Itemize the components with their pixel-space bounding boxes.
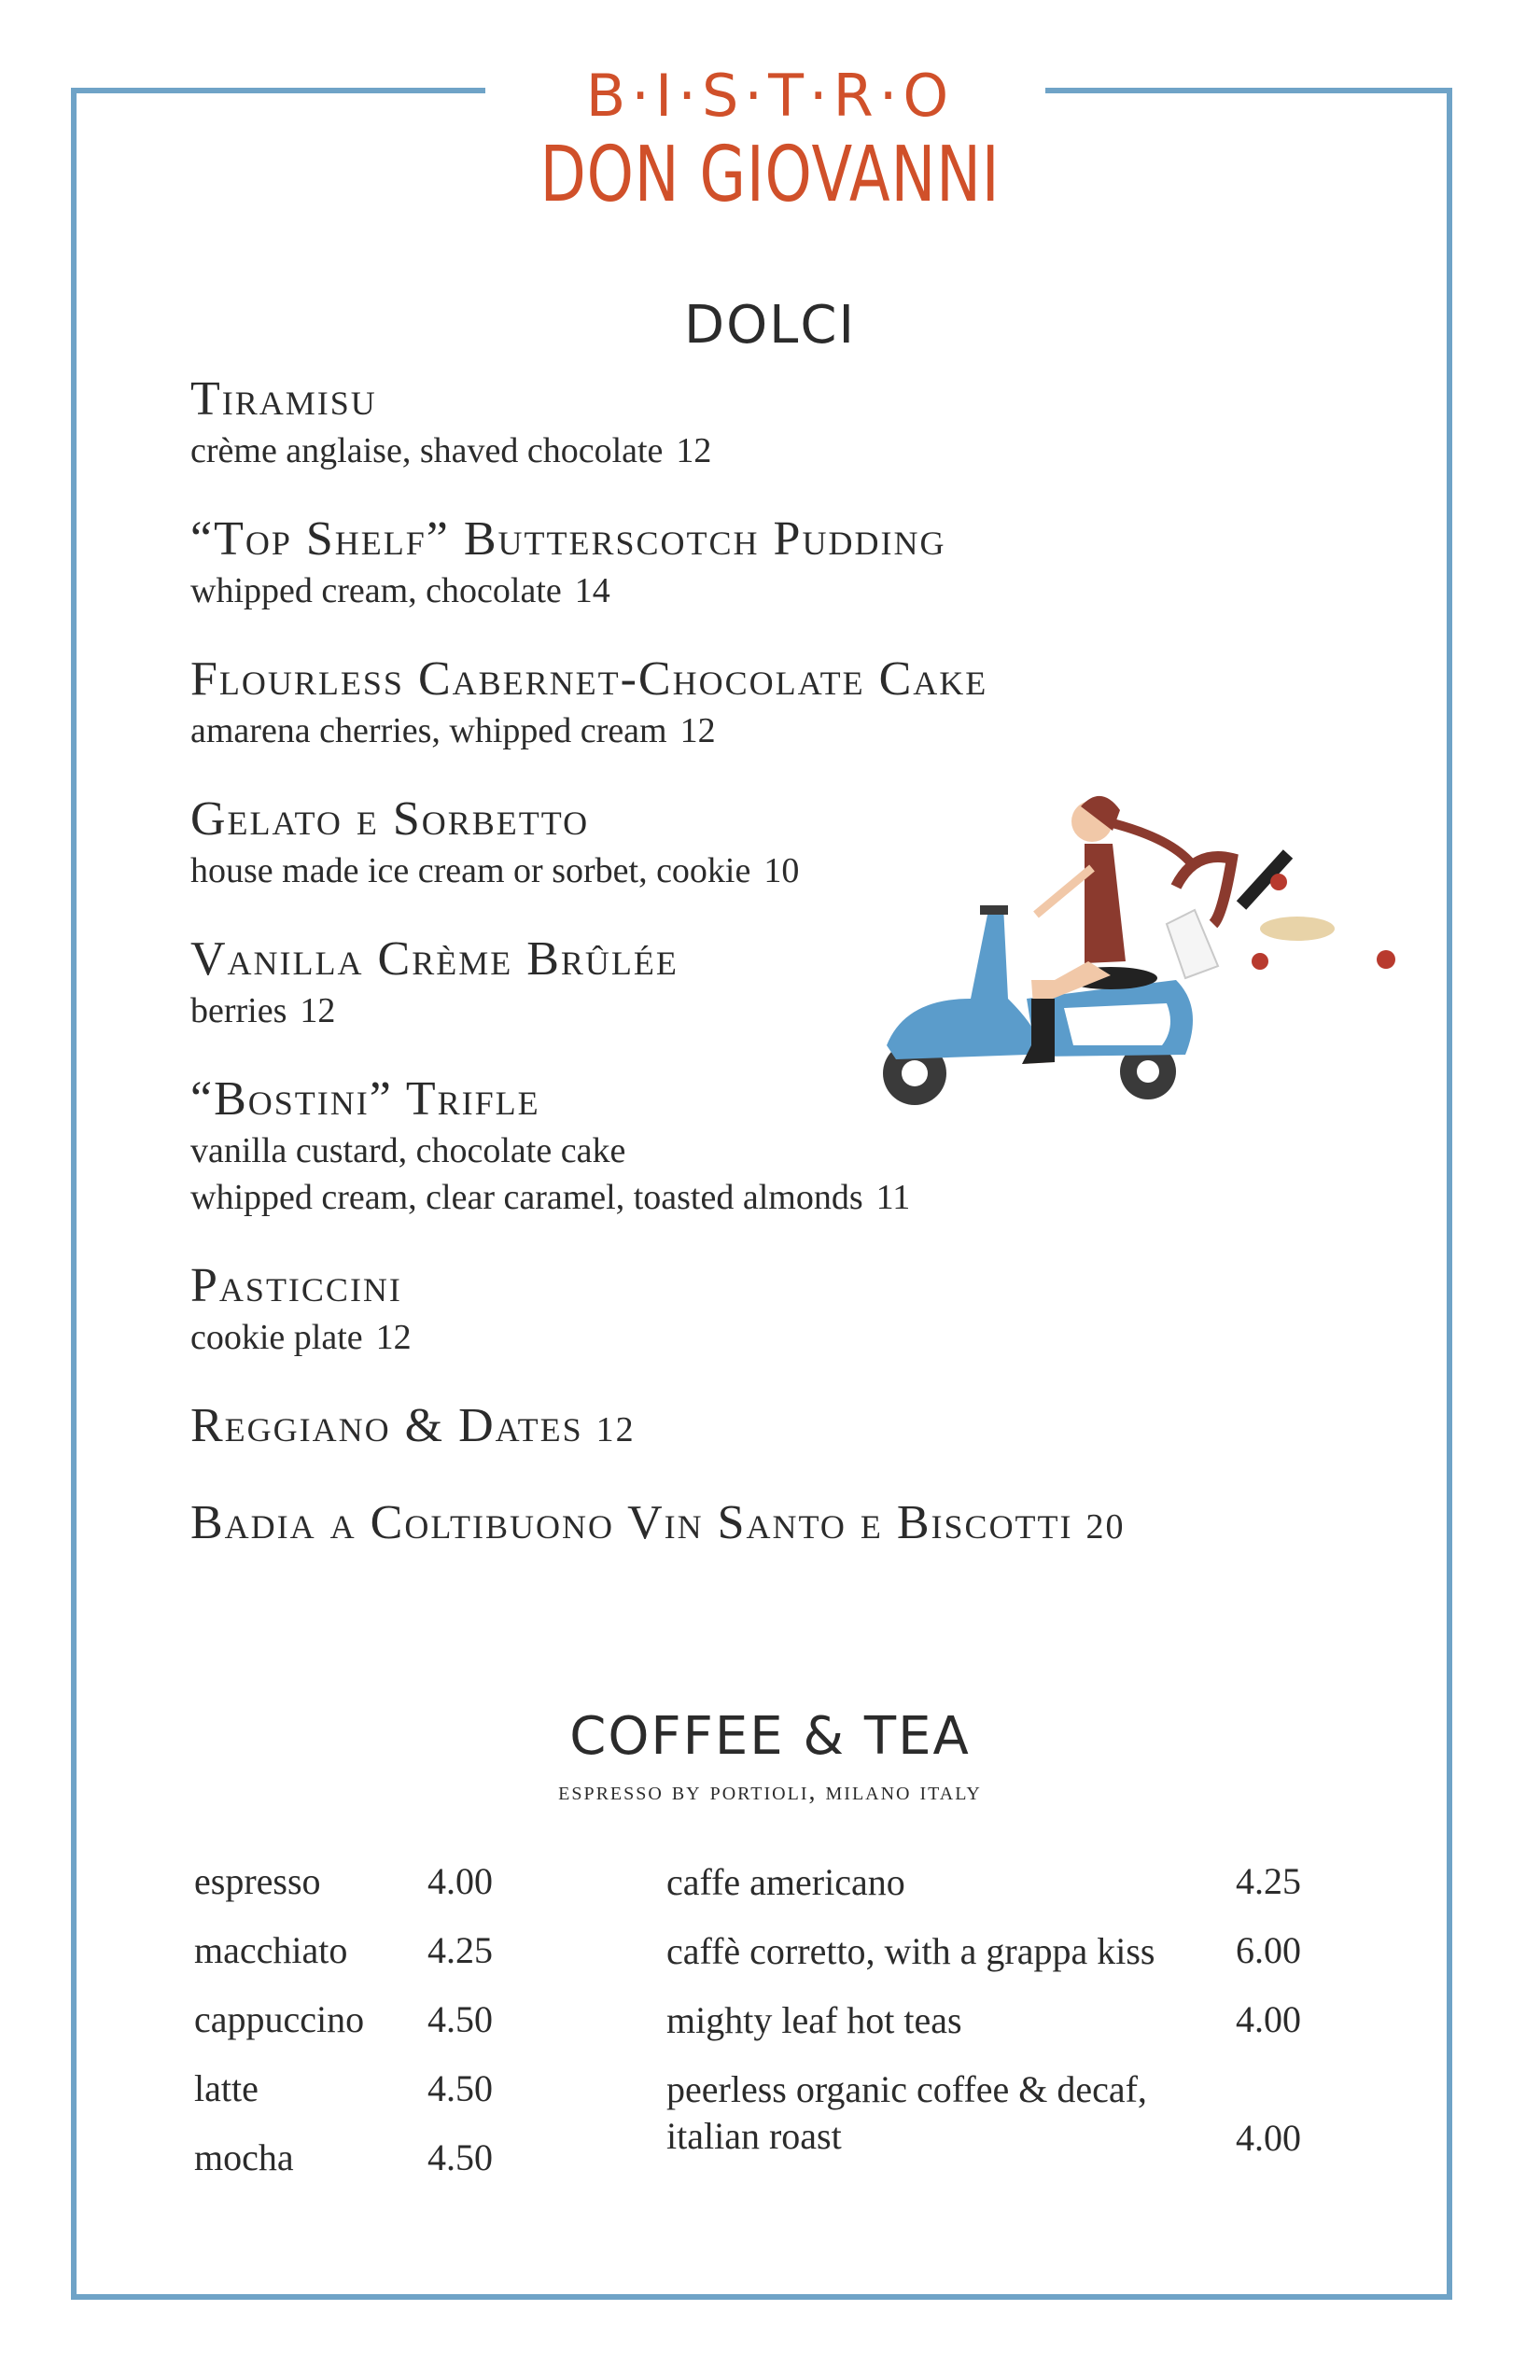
- menu-item: [190, 1398, 1404, 1458]
- menu-item: [190, 1258, 1404, 1361]
- drink-name: [666, 2066, 1189, 2160]
- item-price: 12: [375, 1318, 412, 1357]
- drink-name-line1: peerless organic coffee & decaf,: [666, 2068, 1147, 2110]
- list-item: [194, 1997, 493, 2066]
- drink-price: 4.50: [427, 1998, 493, 2040]
- item-description: [190, 567, 1404, 614]
- item-desc-text: crème anglaise, shaved chocolate: [190, 431, 664, 470]
- item-desc-text: amarena cherries, whipped cream: [190, 711, 667, 750]
- item-name: [190, 1495, 1404, 1555]
- coffee-subtitle: espresso by portioli, milano italy: [558, 1777, 982, 1806]
- item-description: [190, 1314, 1404, 1361]
- drink-name: macchiato: [194, 1929, 348, 1971]
- drink-name: espresso: [194, 1860, 321, 1902]
- list-item: [194, 2135, 493, 2205]
- item-desc-text: house made ice cream or sorbet, cookie: [190, 851, 751, 890]
- item-description: vanilla custard, chocolate cake: [190, 1131, 626, 1170]
- item-price: 20: [1085, 1507, 1126, 1547]
- drink-price: 4.00: [427, 1860, 493, 1902]
- drink-name: latte: [194, 2067, 259, 2109]
- item-description: [190, 707, 1404, 754]
- drink-name: caffè corretto, with a grappa kiss: [666, 1930, 1155, 1972]
- item-price: 12: [679, 711, 716, 750]
- menu-item: [190, 651, 1404, 754]
- drink-price: 4.00: [1236, 1998, 1301, 2040]
- drink-name: mocha: [194, 2136, 294, 2178]
- item-desc-text: whipped cream, clear caramel, toasted almonds: [190, 1178, 863, 1217]
- list-item: [666, 1928, 1301, 1997]
- item-price: 12: [595, 1410, 636, 1449]
- drink-price: 4.25: [1236, 1860, 1301, 1902]
- item-description: [190, 427, 1404, 474]
- item-name: Gelato e Sorbetto: [190, 792, 590, 846]
- list-item: [666, 1997, 1301, 2066]
- item-name-text: Badia a Coltibuono Vin Santo e Biscotti: [190, 1496, 1073, 1549]
- list-item: [194, 1928, 493, 1997]
- dolci-title: DOLCI: [683, 295, 856, 356]
- drink-name: cappuccino: [194, 1998, 365, 2040]
- item-name: Pasticcini: [190, 1259, 402, 1312]
- groceries: [1167, 854, 1395, 978]
- item-name: Tiramisu: [190, 372, 377, 426]
- item-description-2: [190, 1174, 1404, 1221]
- item-name: “Top Shelf” Butterscotch Pudding: [190, 512, 946, 566]
- coffee-title: COFFEE & TEA: [569, 1706, 971, 1767]
- item-desc-text: berries: [190, 991, 287, 1030]
- item-name-text: Reggiano & Dates: [190, 1399, 583, 1452]
- menu-item: [190, 371, 1404, 474]
- drink-price: 4.00: [1236, 2117, 1301, 2159]
- drink-price: 4.50: [427, 2067, 493, 2109]
- item-price: 12: [300, 991, 336, 1030]
- coffee-list-left: [194, 1859, 493, 2205]
- drink-price: 4.25: [427, 1929, 493, 1971]
- item-price: 10: [763, 851, 800, 890]
- item-price: 14: [574, 571, 610, 610]
- drink-price: 6.00: [1236, 1929, 1301, 1971]
- brand-bistro: B·I·S·T·R·O: [585, 62, 955, 130]
- scooter-girl-illustration: [868, 765, 1419, 1139]
- drink-price: 4.50: [427, 2136, 493, 2178]
- drink-name-line2: italian roast: [666, 2115, 842, 2157]
- list-item: [666, 2066, 1301, 2160]
- item-name: Vanilla Crème Brûlée: [190, 932, 679, 986]
- brand-name: DON GIOVANNI: [539, 131, 1001, 219]
- item-name: Flourless Cabernet-Chocolate Cake: [190, 652, 988, 706]
- drink-name: mighty leaf hot teas: [666, 1999, 962, 2041]
- item-price: 11: [875, 1178, 911, 1217]
- list-item: [194, 1859, 493, 1928]
- item-name: “Bostini” Trifle: [190, 1072, 540, 1126]
- coffee-list-right: [666, 1859, 1301, 2160]
- menu-item: [190, 1495, 1404, 1555]
- list-item: [194, 2066, 493, 2135]
- item-price: 12: [676, 431, 712, 470]
- item-desc-text: cookie plate: [190, 1318, 363, 1357]
- menu-item: [190, 511, 1404, 614]
- item-name: [190, 1398, 1404, 1458]
- item-desc-text: whipped cream, chocolate: [190, 571, 562, 610]
- list-item: [666, 1859, 1301, 1928]
- drink-name: caffe americano: [666, 1861, 905, 1903]
